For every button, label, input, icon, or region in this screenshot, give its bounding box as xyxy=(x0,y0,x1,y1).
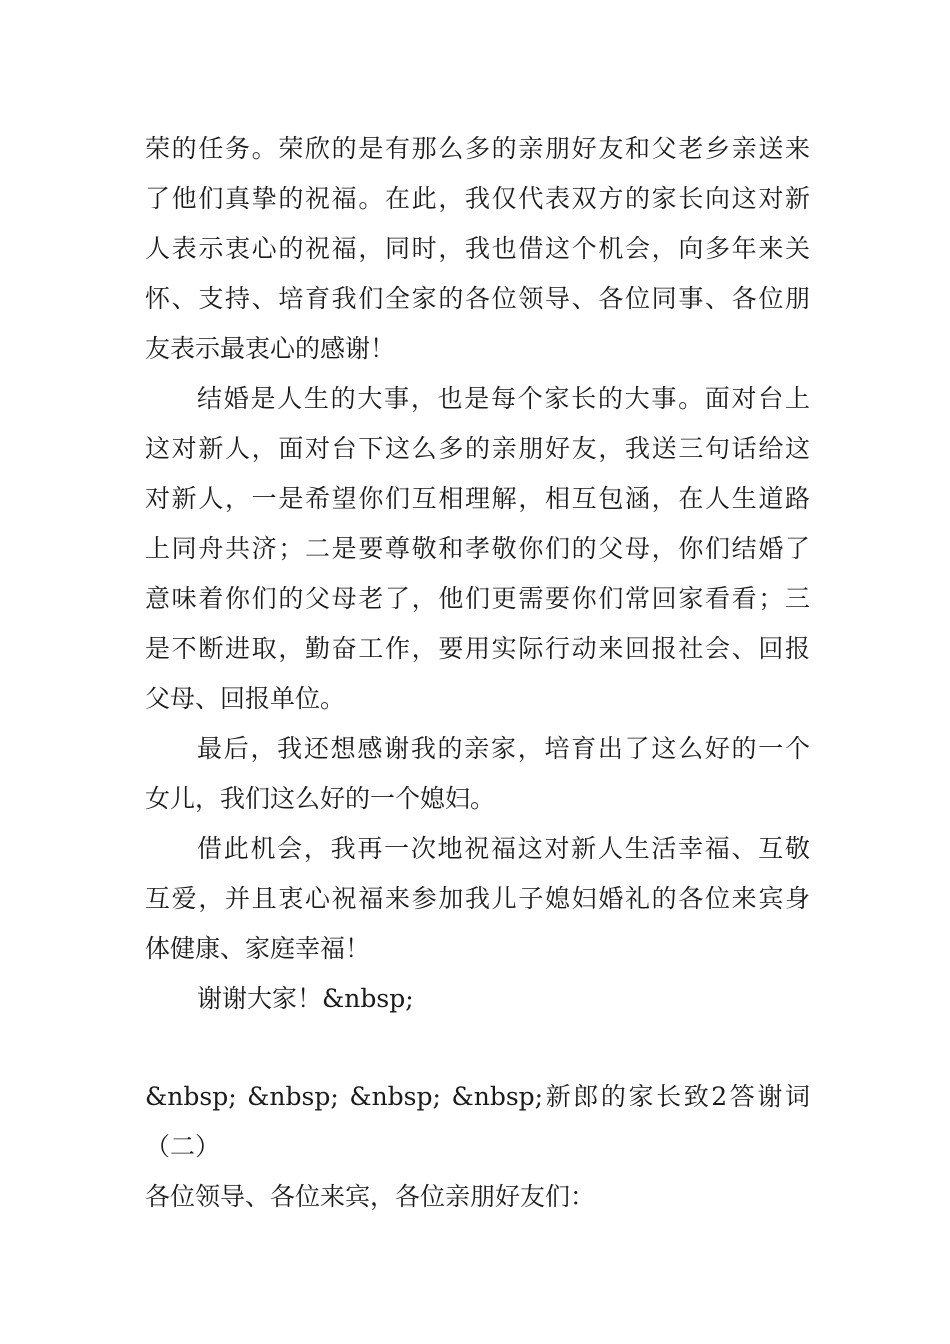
paragraph-line: 意味着你们的父母老了，他们更需要你们常回家看看；三 xyxy=(145,584,810,613)
paragraph-line: 人表示衷心的祝福，同时，我也借这个机会，向多年来关 xyxy=(145,234,810,263)
paragraph-line: 荣的任务。荣欣的是有那么多的亲朋好友和父老乡亲送来 xyxy=(145,134,810,163)
paragraph-line: 是不断进取，勤奋工作，要用实际行动来回报社会、回报 xyxy=(145,634,810,663)
paragraph-line: 结婚是人生的大事，也是每个家长的大事。面对台上 xyxy=(197,384,810,413)
paragraph-line: 女儿，我们这么好的一个媳妇。 xyxy=(145,784,496,813)
section-heading-continued: （二） xyxy=(145,1132,221,1161)
section-heading: &nbsp; &nbsp; &nbsp; &nbsp;新郎的家长致2答谢词 xyxy=(145,1082,810,1111)
paragraph-line: 互爱，并且衷心祝福来参加我儿子媳妇婚礼的各位来宾身 xyxy=(145,884,810,913)
paragraph-line: 最后，我还想感谢我的亲家，培育出了这么好的一个 xyxy=(197,734,810,763)
paragraph-line: 借此机会，我再一次地祝福这对新人生活幸福、互敬 xyxy=(197,834,810,863)
paragraph-line: 了他们真挚的祝福。在此，我仅代表双方的家长向这对新 xyxy=(145,184,810,213)
paragraph-line: 体健康、家庭幸福！ xyxy=(145,934,371,963)
paragraph-line: 这对新人，面对台下这么多的亲朋好友，我送三句话给这 xyxy=(145,434,810,463)
paragraph-line: 上同舟共济；二是要尊敬和孝敬你们的父母，你们结婚了 xyxy=(145,534,810,563)
paragraph-line: 怀、支持、培育我们全家的各位领导、各位同事、各位朋 xyxy=(145,284,810,313)
paragraph-line: 友表示最衷心的感谢！ xyxy=(145,334,396,363)
paragraph-line: 父母、回报单位。 xyxy=(145,684,346,713)
paragraph-line: 谢谢大家！&nbsp; xyxy=(197,984,414,1013)
salutation: 各位领导、各位来宾，各位亲朋好友们： xyxy=(145,1182,596,1211)
paragraph-line: 对新人，一是希望你们互相理解，相互包涵，在人生道路 xyxy=(145,484,810,513)
